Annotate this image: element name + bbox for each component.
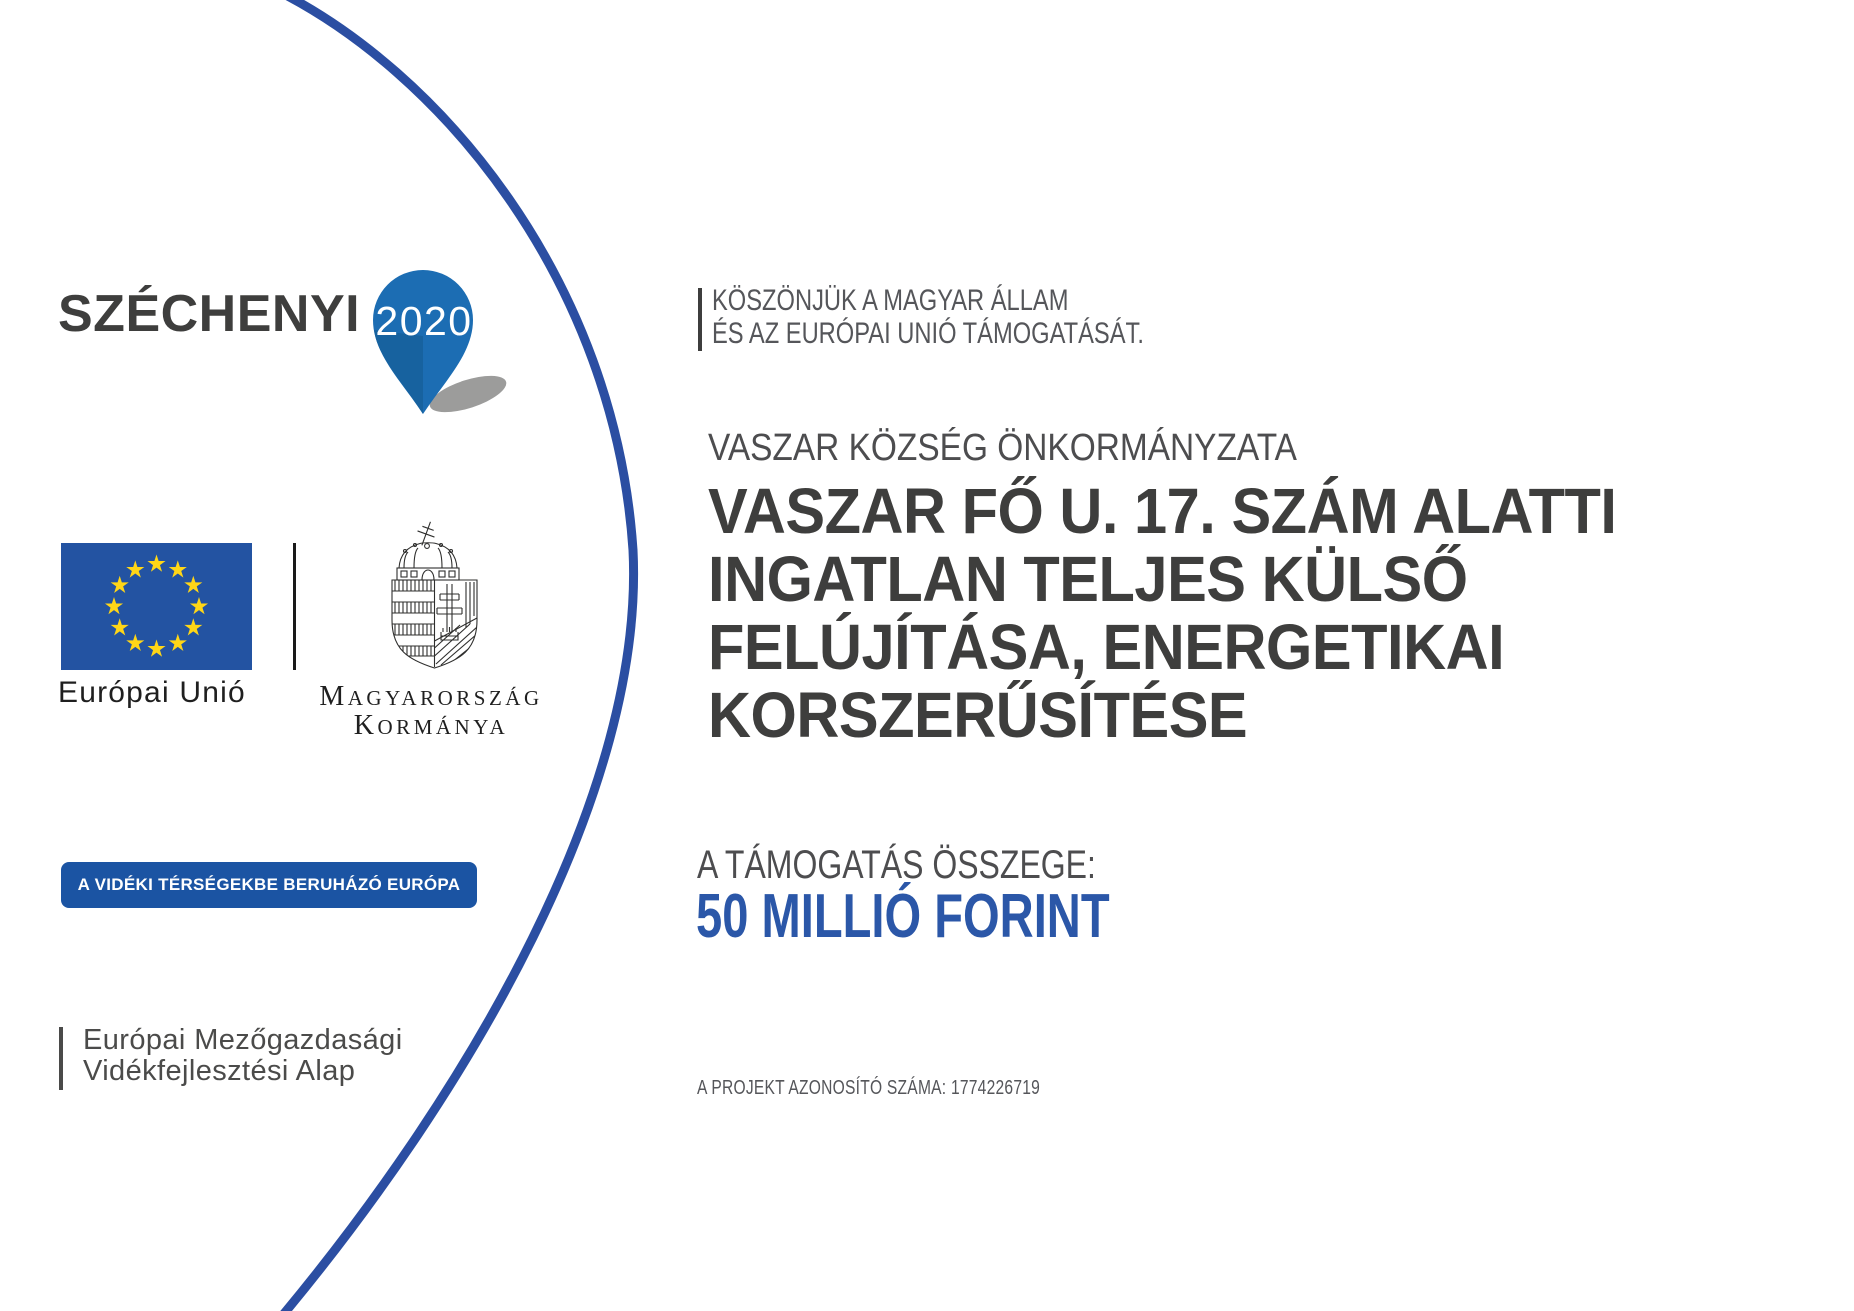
logo-divider — [293, 543, 296, 670]
government-label-line1: MAGYARORSZÁG — [319, 681, 543, 712]
thanks-divider-bar — [698, 288, 702, 351]
project-id-line: A PROJEKT AZONOSÍTÓ SZÁMA: 1774226719 — [697, 1077, 1041, 1099]
thanks-note-line2: ÉS AZ EURÓPAI UNIÓ TÁMOGATÁSÁT. — [712, 317, 1144, 350]
rural-europe-banner — [61, 862, 477, 908]
project-title-line1: VASZAR FŐ U. 17. SZÁM ALATTI — [708, 475, 1617, 547]
project-title — [708, 477, 1616, 749]
emva-label — [83, 1025, 403, 1087]
government-label-line2: KORMÁNYA — [353, 710, 509, 741]
szechenyi-wordmark: SZÉCHENYI — [58, 285, 361, 343]
thanks-note — [712, 284, 1144, 350]
emva-label-line1: Európai Mezőgazdasági — [83, 1024, 403, 1056]
project-title-line2: INGATLAN TELJES KÜLSŐ — [708, 543, 1468, 615]
thanks-note-line1: KÖSZÖNJÜK A MAGYAR ÁLLAM — [712, 284, 1069, 317]
location-pin-icon — [355, 260, 540, 420]
emva-label-line2: Vidékfejlesztési Alap — [83, 1055, 356, 1087]
emva-divider-bar — [59, 1027, 63, 1090]
support-amount-label: A TÁMOGATÁS ÖSSZEGE: — [697, 843, 1096, 887]
hungary-coat-of-arms-icon — [380, 515, 490, 680]
eu-flag-icon — [61, 543, 252, 670]
support-amount-value: 50 MILLIÓ FORINT — [696, 882, 1110, 951]
project-owner: VASZAR KÖZSÉG ÖNKORMÁNYZATA — [708, 427, 1297, 469]
rural-europe-banner-label: A VIDÉKI TÉRSÉGEKBE BERUHÁZÓ EURÓPA — [77, 875, 461, 894]
project-title-line3: FELÚJÍTÁSA, ENERGETIKAI — [708, 611, 1505, 683]
project-title-line4: KORSZERŰSÍTÉSE — [708, 679, 1248, 751]
eu-flag-label: Európai Unió — [58, 676, 246, 709]
government-logo-label — [311, 683, 551, 741]
pin-year-label: 2020 — [375, 298, 473, 344]
